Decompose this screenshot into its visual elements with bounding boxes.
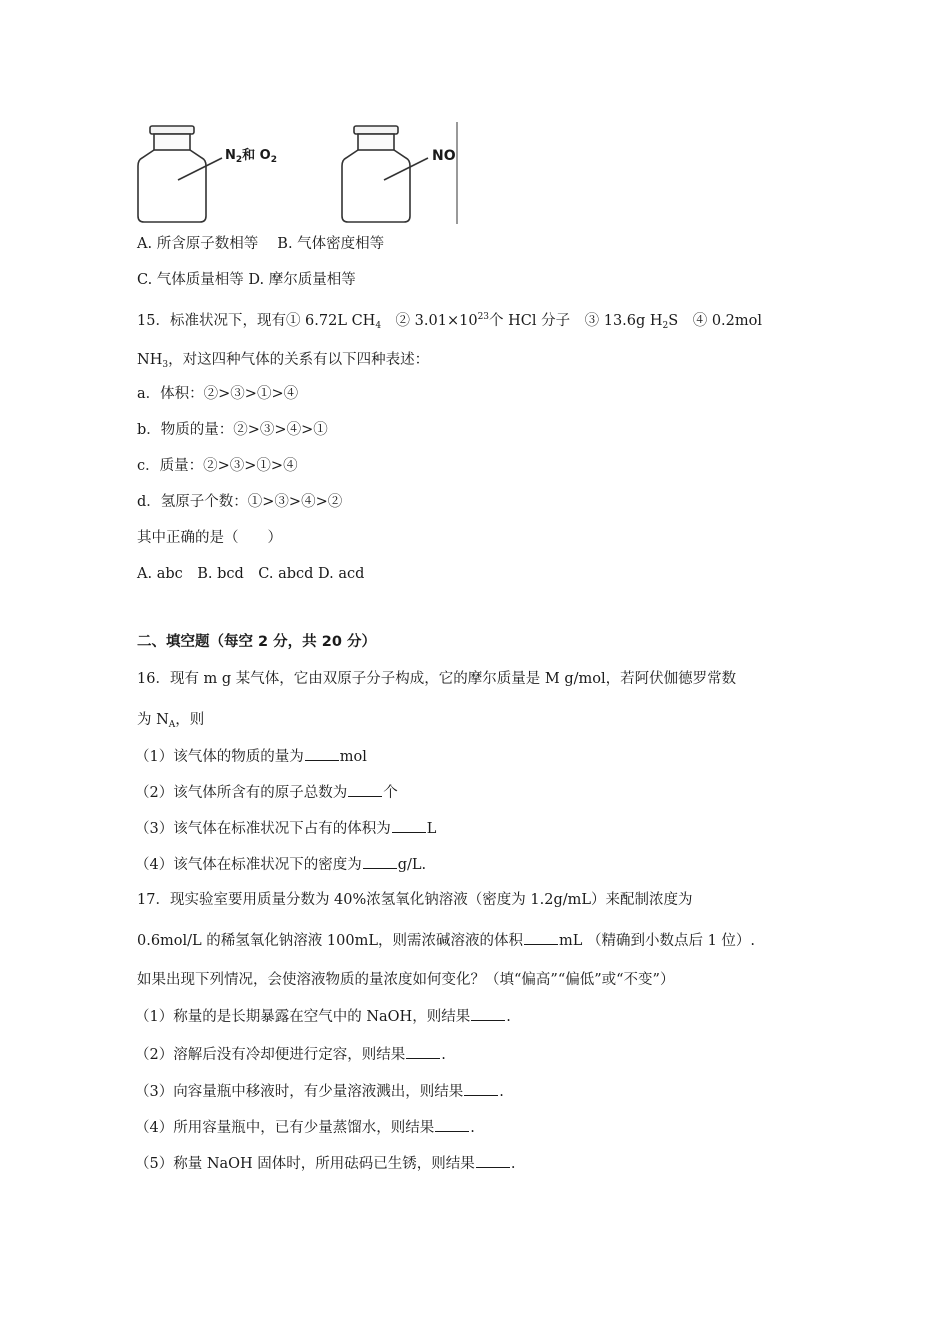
answer-blank[interactable] xyxy=(392,818,426,833)
q15-statement-d: d．氢原子个数：①>③>④>② xyxy=(137,494,343,510)
q17-part4: （4）所用容量瓶中，已有少量蒸馏水，则结果 . xyxy=(135,1117,475,1138)
q17-line3: 如果出现下列情况，会使溶液物质的量浓度如何变化？（填“偏高”“偏低”或“不变”） xyxy=(137,972,675,988)
q17-part2: （2）溶解后没有冷却便进行定容，则结果 . xyxy=(135,1044,446,1065)
q15-options: A. abc B. bcd C. abcd D. acd xyxy=(137,566,365,582)
q16-line2: 为 $N_A$，则 xyxy=(137,712,205,730)
q17-line2: 0.6mol/L 的稀氢氧化钠溶液 100mL，则需浓碱溶液的体积 mL （精确到小数点后 1 位）. xyxy=(137,930,755,951)
section2-title: 二、填空题（每空 2 分，共 20 分） xyxy=(137,634,376,650)
q14-options-line1: A. 所含原子数相等 B. 气体密度相等 xyxy=(137,236,385,252)
gas-bottles-figure xyxy=(130,118,470,228)
q15-line1: 15．标准状况下，现有① 6.72L $CH_4$ ② $3.01\times 10^{23}$个 HCl 分子 ③ 13.6g $H_2S$ ④ 0.2mol xyxy=(137,312,763,331)
answer-blank[interactable] xyxy=(476,1153,510,1168)
q16-part2: （2）该气体所含有的原子总数为 个 xyxy=(135,782,398,803)
answer-blank[interactable] xyxy=(348,782,382,797)
answer-blank[interactable] xyxy=(464,1081,498,1096)
answer-blank[interactable] xyxy=(406,1044,440,1059)
q17-part3: （3）向容量瓶中移液时，有少量溶液溅出，则结果 . xyxy=(135,1081,504,1102)
bottle-n2-o2 xyxy=(138,126,222,222)
q15-stem: 其中正确的是（ ） xyxy=(137,530,282,546)
q15-line2: $NH_3$，对这四种气体的关系有以下四种表述： xyxy=(137,352,430,370)
q16-line1: 16．现有 m g 某气体，它由双原子分子构成，它的摩尔质量是 M g/mol，若阿伏伽德罗常数 xyxy=(137,671,737,687)
q16-part1: （1）该气体的物质的量为 mol xyxy=(135,746,367,767)
bottle-no xyxy=(342,126,428,222)
q17-part5: （5）称量 NaOH 固体时，所用砝码已生锈，则结果 . xyxy=(135,1153,515,1174)
figure-label-no: NO xyxy=(432,148,456,164)
answer-blank[interactable] xyxy=(305,746,339,761)
q15-statement-b: b．物质的量：②>③>④>① xyxy=(137,422,328,438)
q16-part3: （3）该气体在标准状况下占有的体积为 L xyxy=(135,818,436,839)
figure-label-n2-o2: $N_2$和 $O_2$ xyxy=(225,148,277,165)
answer-blank[interactable] xyxy=(363,854,397,869)
answer-blank[interactable] xyxy=(435,1117,469,1132)
answer-blank[interactable] xyxy=(524,930,558,945)
answer-blank[interactable] xyxy=(471,1006,505,1021)
q16-part4: （4）该气体在标准状况下的密度为 g/L. xyxy=(135,854,426,875)
q14-options-line2: C. 气体质量相等 D. 摩尔质量相等 xyxy=(137,272,356,288)
q17-part1: （1）称量的是长期暴露在空气中的 NaOH，则结果 . xyxy=(135,1006,511,1027)
q15-statement-a: a．体积：②>③>①>④ xyxy=(137,386,299,402)
q15-statement-c: c．质量：②>③>①>④ xyxy=(137,458,298,474)
q17-line1: 17．现实验室要用质量分数为 40%浓氢氧化钠溶液（密度为 1.2g/mL）来配制浓度为 xyxy=(137,892,693,908)
